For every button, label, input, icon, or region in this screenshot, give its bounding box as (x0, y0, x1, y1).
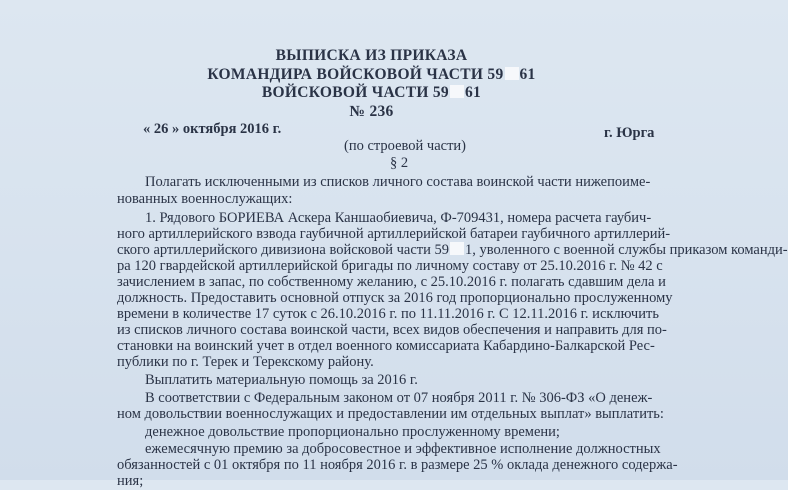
section-mark: § 2 (390, 155, 409, 171)
order-date: « 26 » октября 2016 г. (143, 121, 282, 137)
paragraph-line: должность. Предоставить основной отпуск за 2016 год пропорционально прослуженному (117, 290, 673, 306)
paragraph-line: ного артиллерийского взвода гаубичной артиллерийской батареи гаубичного артиллерий- (117, 226, 671, 242)
paragraph-line: Полагать исключенными из списков личного состава воинской части нижепоиме- (145, 174, 651, 190)
redaction-mark (450, 242, 464, 255)
redaction-mark (505, 67, 519, 80)
paragraph-line: публики по г. Терек и Терекскому району. (117, 354, 374, 370)
redaction-mark (450, 85, 464, 98)
paragraph-line: обязанностей с 01 октября по 11 ноября 2016 г. в размере 25 % оклада денежного содержа- (117, 457, 678, 473)
paragraph-line: нованных военнослужащих: (117, 191, 293, 207)
paragraph-line: Выплатить материальную помощь за 2016 г. (145, 372, 418, 388)
order-city: г. Юрга (604, 125, 655, 141)
title-line-3-text: ВОЙСКОВОЙ ЧАСТИ 59 (261, 84, 449, 101)
title-line-2-text: КОМАНДИРА ВОЙСКОВОЙ ЧАСТИ 59 (207, 66, 504, 83)
order-subtitle: (по строевой части) (344, 138, 466, 154)
title-line-3-suffix: 61 (464, 84, 482, 101)
document-title (0, 47, 743, 64)
paragraph-line: зачислением в запас, по собственному желанию, с 25.10.2016 г. полагать сдавшим дела и (117, 274, 666, 290)
paragraph-text: ского артиллерийского дивизиона войсковой части 59 (117, 242, 449, 258)
paragraph-line: становки на воинский учет в отдел военного комиссариата Кабардино-Балкарской Рес- (117, 338, 655, 354)
paragraph-line: 1. Рядового БОРИЕВА Аскера Каншаобиевича, Ф-709431, номера расчета гаубич- (145, 210, 652, 226)
title-line-2-suffix: 61 (519, 66, 536, 83)
paragraph-line: времени в количестве 17 суток с 26.10.2016 г. по 11.11.2016 г. С 12.11.2016 г. исключить (117, 306, 659, 322)
paragraph-line: ном довольствии военнослужащих и предоставлении им отдельных выплат» выплатить: (117, 406, 664, 422)
paragraph-line (117, 242, 788, 259)
paragraph-line: В соответствии с Федеральным законом от 07 ноября 2011 г. № 306-ФЗ «О денеж- (145, 390, 653, 406)
order-number: № 236 (349, 103, 394, 120)
paragraph-line: ния; (117, 473, 144, 489)
title-line-1: ВЫПИСКА ИЗ ПРИКАЗА (275, 47, 468, 64)
paragraph-line: ра 120 гвардейской артиллерийской бригады по личному составу от 25.10.2016 г. № 42 с (117, 258, 663, 274)
title-line-2 (0, 66, 743, 83)
paragraph-line: денежное довольствие пропорционально прослуженному времени; (145, 424, 560, 440)
title-line-3 (0, 84, 743, 101)
paragraph-line: из списков личного состава воинской части, всех видов обеспечения и направить для по- (117, 322, 667, 338)
paragraph-line: ежемесячную премию за добросовестное и эффективное исполнение должностных (145, 441, 661, 457)
paragraph-text: 1, уволенного с военной службы приказом команди- (465, 242, 788, 258)
